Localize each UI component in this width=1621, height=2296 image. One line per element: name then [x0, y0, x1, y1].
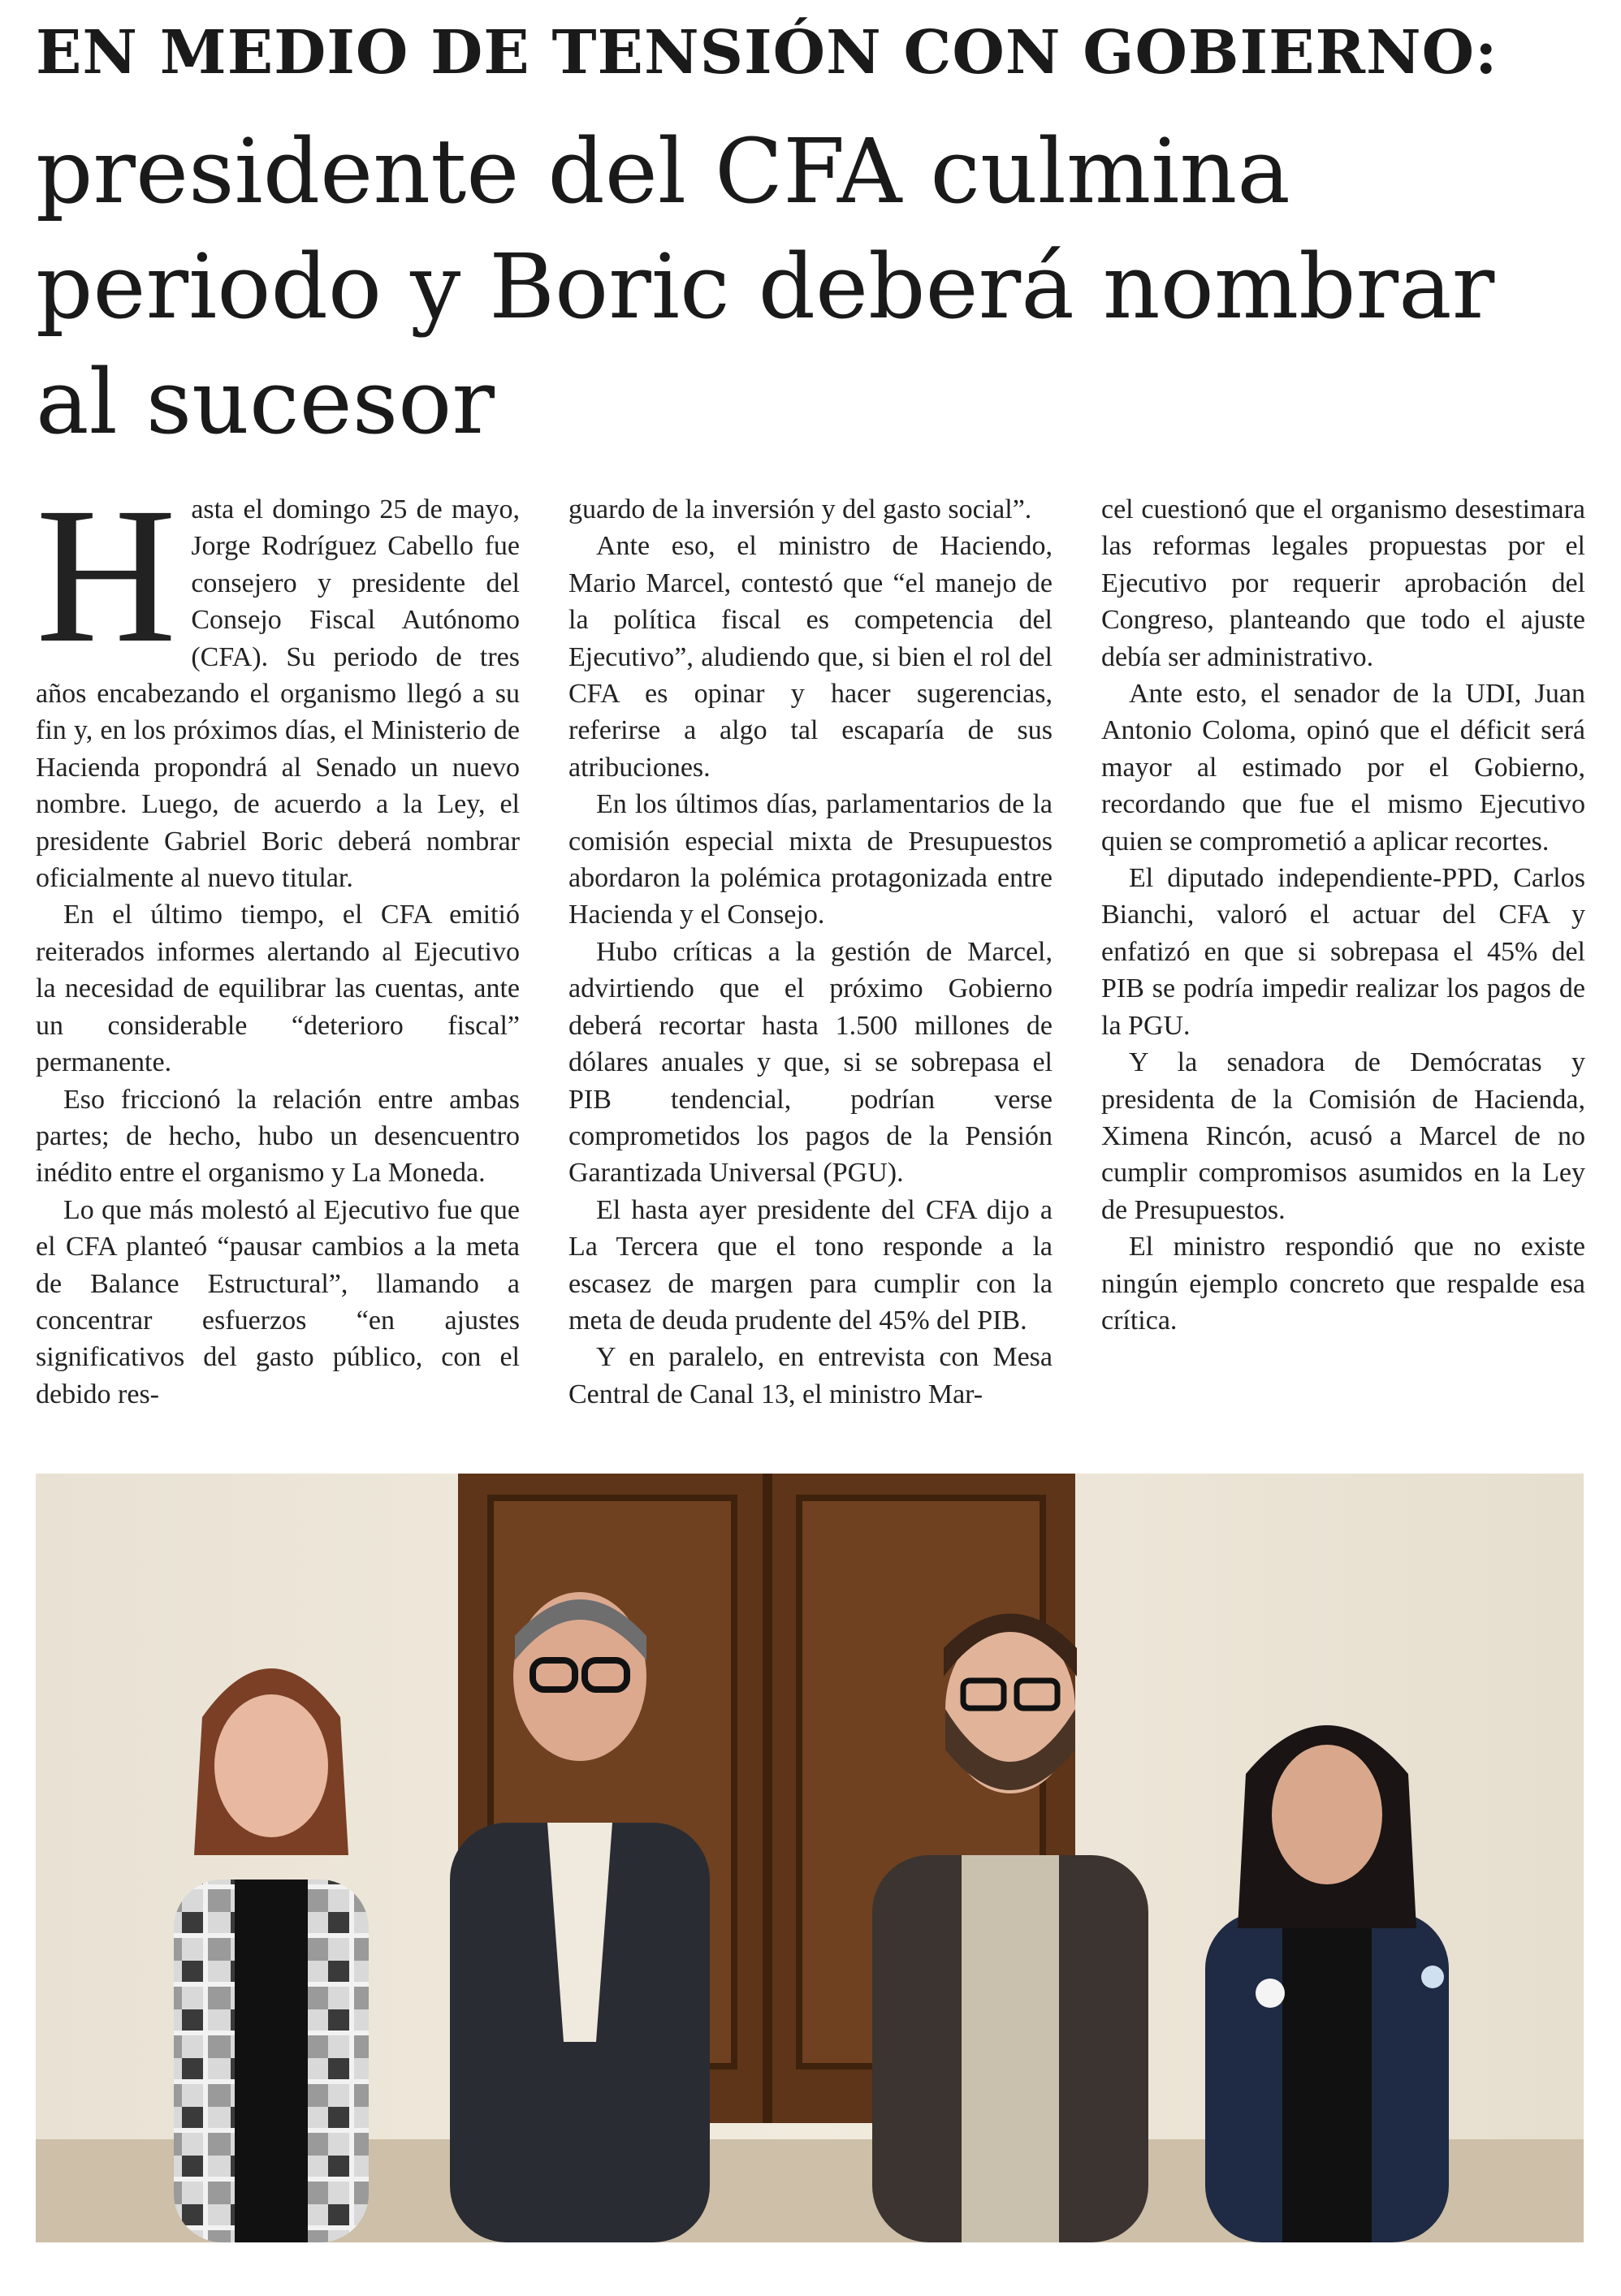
- article-paragraph: Y la senadora de Demócratas y presidenta de la Comisión de Hacienda, Ximena Rincón, acusó a Marcel de no cumplir compromisos asumidos en la Ley de Presupuestos.: [1101, 1047, 1585, 1225]
- article-paragraph: guardo de la inversión y del gasto social”.: [568, 494, 1032, 524]
- article-paragraph: cel cuestionó que el organismo desestimara las reformas legales propuestas por el Ejecutivo por requerir aprobación del Congreso, planteando que todo el ajuste debía ser administrativo.: [1101, 494, 1585, 672]
- article-column-1: [36, 467, 520, 1413]
- article-paragraph: Y en paralelo, en entrevista con Mesa Central de Canal 13, el ministro Mar-: [568, 1342, 1053, 1409]
- article-paragraph: Hubo críticas a la gestión de Marcel, advirtiendo que el próximo Gobierno deberá recortar hasta 1.500 millones de dólares anuales y que, si se sobrepasa el PIB tendencial, podrían verse comprometidos los pagos de la Pensión Garantizada Universal (PGU).: [568, 936, 1053, 1189]
- article-paragraph: Ante esto, el senador de la UDI, Juan Antonio Coloma, opinó que el déficit será mayor al estimado por el Gobierno, recordando que fue el mismo Ejecutivo quien se comprometió a aplicar recortes.: [1101, 679, 1585, 857]
- article-paragraph: Lo que más molestó al Ejecutivo fue que el CFA planteó “pausar cambios a la meta de Balance Estructural”, llamando a concentrar esfuerzos “en ajustes significativos del gasto público, con el debido res-: [36, 1194, 520, 1409]
- article-paragraph: En los últimos días, parlamentarios de la comisión especial mixta de Presupuestos abordaron la polémica protagonizada entre Hacienda y el Consejo.: [568, 789, 1053, 930]
- article-headline: presidente del CFA culmina periodo y Boric deberá nombrar al sucesor: [36, 119, 1495, 454]
- article-paragraph: Ante eso, el ministro de Haciendo, Mario Marcel, contestó que “el manejo de la política fiscal es competencia del Ejecutivo”, aludiendo que, si bien el rol del CFA es opinar y hacer sugerencias, referirse a algo tal escaparía de sus atribuciones.: [568, 531, 1053, 783]
- article-paragraph: Eso friccionó la relación entre ambas partes; de hecho, hubo un desencuentro inédito entre el organismo y La Moneda.: [36, 1084, 520, 1189]
- article-column-3: [1101, 491, 1585, 1339]
- article-paragraph: El hasta ayer presidente del CFA dijo a La Tercera que el tono responde a la escasez de margen para cumplir con la meta de deuda prudente del 45% del PIB.: [568, 1194, 1053, 1336]
- article-column-2: [568, 491, 1053, 1413]
- article-paragraph: Hasta el domingo 25 de mayo, Jorge Rodríguez Cabello fue consejero y presidente del Consejo Fiscal Autónomo (CFA). Su periodo de tres años encabezando el organismo llegó a su fin y, en los próximos días, el Ministerio de Hacienda propondrá al Senado un nuevo nombre. Luego, de acuerdo a la Ley, el presidente Gabriel Boric deberá nombrar oficialmente al nuevo titular.: [36, 467, 520, 894]
- article-photo: [36, 1474, 1584, 2242]
- article-paragraph: En el último tiempo, el CFA emitió reiterados informes alertando al Ejecutivo la necesidad de equilibrar las cuentas, ante un considerable “deterioro fiscal” permanente.: [36, 900, 520, 1078]
- article-paragraph: El ministro respondió que no existe ningún ejemplo concreto que respalde esa crítica.: [1101, 1232, 1585, 1336]
- article-kicker: EN MEDIO DE TENSIÓN CON GOBIERNO:: [36, 18, 1498, 88]
- article-paragraph: El diputado independiente-PPD, Carlos Bianchi, valoró el actuar del CFA y enfatizó en que si sobrepasa el 45% del PIB se podría impedir realizar los pagos de la PGU.: [1101, 863, 1585, 1041]
- drop-cap: H: [36, 467, 177, 683]
